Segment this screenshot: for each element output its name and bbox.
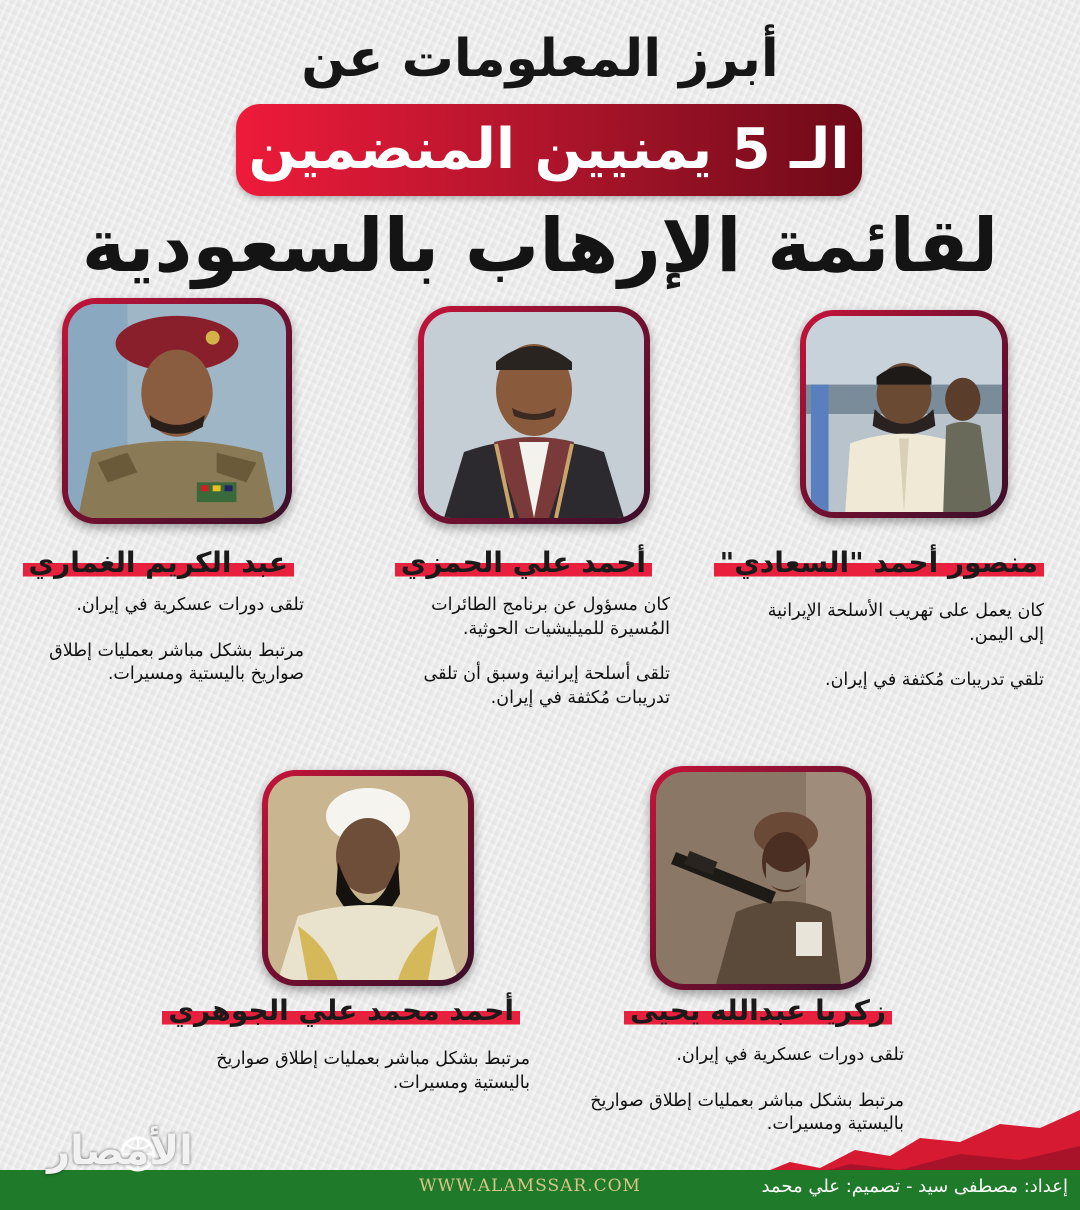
person-1-desc-1: كان يعمل على تهريب الأسلحة الإيرانية إلى اليمن. — [767, 601, 1044, 645]
person-1-name: منصور أحمد "السعادي" — [714, 546, 1044, 580]
person-5-description — [210, 1048, 530, 1117]
person-3-desc-1: تلقى دورات عسكرية في إيران. — [76, 595, 304, 615]
person-2-desc-1: كان مسؤول عن برنامج الطائرات المُسيرة للميليشيات الحوثية. — [431, 595, 670, 639]
person-1-description — [754, 600, 1044, 715]
title-line-1: أبرز المعلومات عن — [301, 29, 779, 89]
person-3-description — [24, 594, 304, 709]
person-4-name: زكريا عبدالله يحيى — [624, 994, 892, 1028]
person-3-desc-2: مرتبط بشكل مباشر بعمليات إطلاق صواريخ باليستية ومسيرات. — [49, 640, 304, 685]
photo-person-3 — [62, 298, 292, 524]
title-line-2: الـ 5 يمنيين المنضمين — [248, 117, 850, 182]
person-4-desc-2: مرتبط بشكل مباشر بعمليات إطلاق صواريخ باليستية ومسيرات. — [590, 1090, 904, 1135]
photo-person-5 — [262, 770, 474, 986]
photo-person-4 — [650, 766, 872, 990]
logo-wordmark: الأمصار — [47, 1128, 193, 1174]
person-2-description — [380, 594, 670, 733]
title-line-3: لقائمة الإرهاب بالسعودية — [81, 203, 999, 289]
person-2-desc-2: تلقى أسلحة إيرانية وسبق أن تلقى تدريبات مُكثفة في إيران. — [423, 664, 670, 708]
person-2-name: أحمد علي الحمزي — [395, 546, 652, 580]
person-5-name: أحمد محمد علي الجوهري — [162, 994, 520, 1028]
photo-person-2 — [418, 306, 650, 524]
footer-website-link[interactable]: WWW.ALAMSSAR.COM — [419, 1176, 641, 1196]
photo-person-1 — [800, 310, 1008, 518]
footer-credits: إعداد: مصطفى سيد - تصميم: علي محمد — [761, 1176, 1068, 1197]
person-1-desc-2: تلقي تدريبات مُكثفة في إيران. — [825, 670, 1044, 691]
person-5-desc-1: مرتبط بشكل مباشر بعمليات إطلاق صواريخ باليستية ومسيرات. — [216, 1049, 530, 1093]
person-4-desc-1: تلقى دورات عسكرية في إيران. — [676, 1045, 904, 1065]
person-3-name: عبد الكريم الغماري — [23, 546, 295, 580]
